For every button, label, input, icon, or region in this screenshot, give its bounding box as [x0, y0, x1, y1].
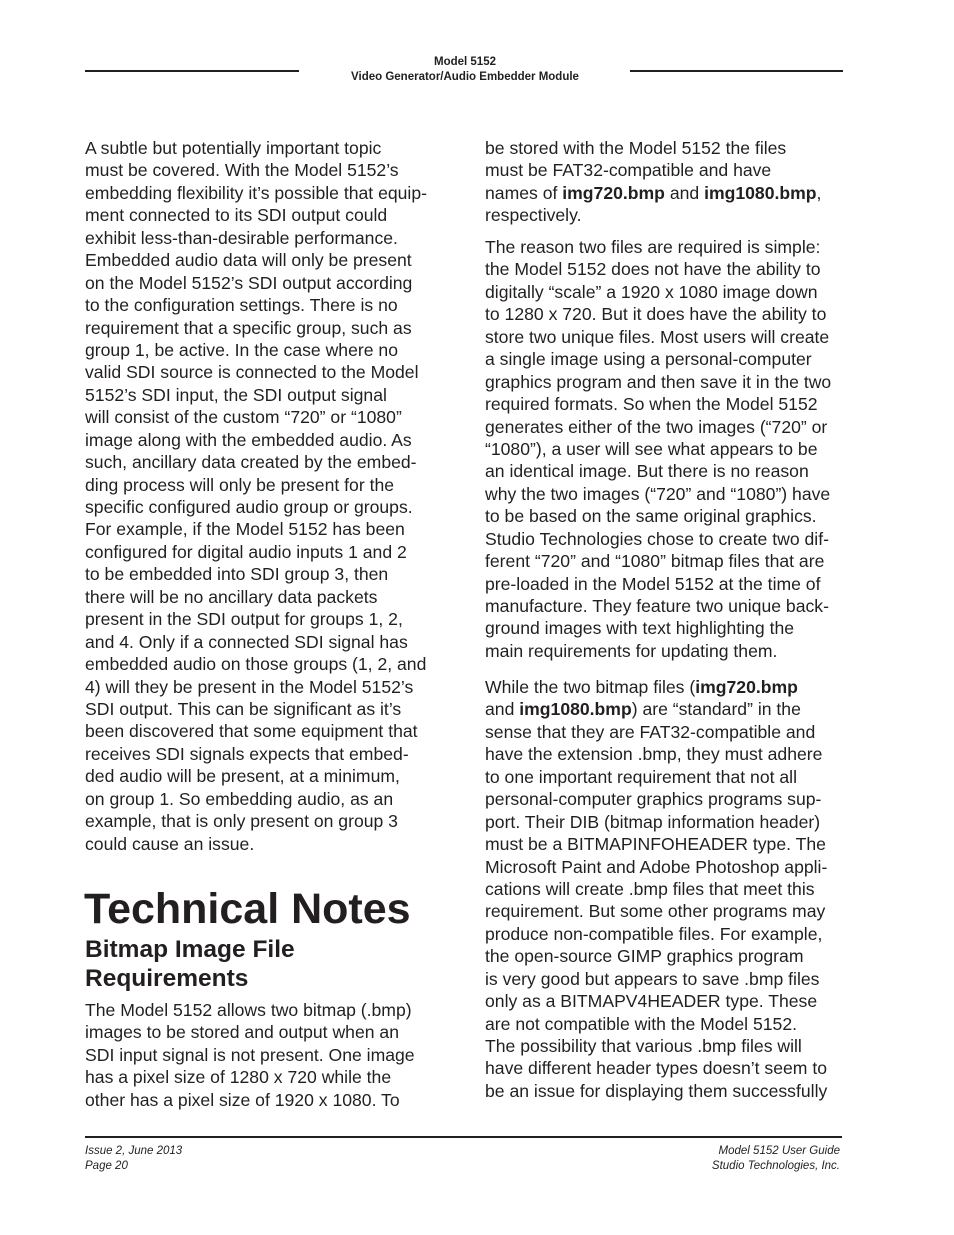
- two-files-paragraph: [485, 236, 831, 662]
- text-line: [85, 541, 427, 563]
- text-line: [485, 137, 821, 159]
- text-line: [485, 348, 831, 370]
- bold-filename: img720.bmp: [695, 677, 798, 697]
- text-run: images to be stored and output when an: [85, 1022, 399, 1043]
- footer-rule: [85, 1136, 842, 1138]
- text-line: [485, 460, 831, 482]
- text-line: [85, 518, 427, 540]
- text-run: “1080”), a user will see what appears to be: [485, 438, 818, 459]
- header-rule-left: [85, 70, 299, 72]
- text-run: A subtle but potentially important topic: [85, 138, 382, 158]
- text-run: must be FAT32-compatible and have: [485, 160, 772, 181]
- text-run: only as a BITMAPV4HEADER type. These: [485, 991, 818, 1012]
- text-run: have different header types doesn’t seem to: [485, 1058, 827, 1079]
- text-line: [85, 182, 427, 204]
- text-run: valid SDI source is connected to the Model: [85, 362, 419, 383]
- text-line: [485, 528, 831, 550]
- text-line: [485, 878, 827, 900]
- header-rule-right: [630, 70, 843, 72]
- text-run: been discovered that some equipment that: [85, 721, 418, 742]
- text-run: sense that they are FAT32-compatible and: [485, 721, 816, 742]
- text-run: For example, if the Model 5152 has been: [85, 519, 405, 540]
- text-run: be stored with the Model 5152 the files: [485, 138, 787, 158]
- text-line: [485, 326, 831, 348]
- text-run: required formats. So when the Model 5152: [485, 394, 818, 415]
- text-line: [485, 833, 827, 855]
- text-run: to 1280 x 720. But it does have the ability to: [485, 304, 827, 325]
- text-line: [85, 406, 427, 428]
- text-run: main requirements for updating them.: [485, 640, 778, 661]
- text-run: 4) will they be present in the Model 5152’s: [85, 676, 414, 697]
- text-run: exhibit less-than-desirable performance.: [85, 227, 398, 248]
- text-run: has a pixel size of 1280 x 720 while the: [85, 1067, 392, 1088]
- text-run: ment connected to its SDI output could: [85, 205, 388, 226]
- text-run: SDI input signal is not present. One image: [85, 1044, 415, 1065]
- text-line: [85, 743, 427, 765]
- text-line: [485, 676, 827, 698]
- text-run: to be based on the same original graphics.: [485, 506, 817, 527]
- text-line: [485, 968, 827, 990]
- text-line: [85, 676, 427, 698]
- text-run: graphics program and then save it in the two: [485, 371, 832, 392]
- text-line: [85, 137, 427, 159]
- text-line: [485, 945, 827, 967]
- subsection-title: [85, 935, 295, 993]
- text-run: embedding flexibility it’s possible that equip-: [85, 182, 427, 203]
- text-run: specific configured audio group or groups.: [85, 497, 413, 517]
- text-line: [85, 608, 427, 630]
- text-line: [85, 586, 427, 608]
- text-line: [85, 159, 427, 181]
- text-run: configured for digital audio inputs 1 and 2: [85, 541, 407, 562]
- text-line: [485, 159, 821, 181]
- text-line: [485, 1080, 827, 1102]
- footer-page-number: Page 20: [85, 1160, 128, 1172]
- text-run: 5152’s SDI input, the SDI output signal: [85, 384, 387, 405]
- bold-filename: img720.bmp: [562, 182, 665, 203]
- text-run: to one important requirement that not all: [485, 766, 797, 787]
- text-line: [485, 595, 831, 617]
- text-run: generates either of the two images (“720” or: [485, 416, 828, 437]
- text-run: ferent “720” and “1080” bitmap files that are: [485, 551, 825, 572]
- text-run: pre-loaded in the Model 5152 at the time of: [485, 573, 821, 594]
- text-line: [485, 393, 831, 415]
- text-line: [85, 788, 427, 810]
- text-run: The Model 5152 allows two bitmap (.bmp): [85, 1000, 412, 1020]
- text-line: [485, 483, 831, 505]
- text-line: [85, 317, 427, 339]
- text-run: why the two images (“720” and “1080”) have: [485, 483, 831, 504]
- text-line: [485, 990, 827, 1012]
- text-line: [85, 496, 427, 518]
- text-line: [85, 272, 427, 294]
- text-run: manufacture. They feature two unique back-: [485, 596, 829, 616]
- text-run: is very good but appears to save .bmp files: [485, 968, 820, 989]
- text-run: and: [664, 182, 705, 203]
- text-run: on the Model 5152’s SDI output according: [85, 272, 413, 293]
- text-line: [85, 249, 427, 271]
- text-run: names of: [485, 182, 563, 203]
- text-line: [485, 371, 831, 393]
- text-run: requirement that a specific group, such as: [85, 317, 412, 338]
- text-run: ding process will only be present for the: [85, 474, 395, 495]
- text-line: [485, 923, 827, 945]
- text-run: produce non-compatible files. For example,: [485, 923, 823, 944]
- footer-company: Studio Technologies, Inc.: [711, 1160, 840, 1172]
- text-run: and: [485, 699, 520, 720]
- text-run: such, ancillary data created by the embed-: [85, 452, 417, 473]
- text-line: [85, 204, 427, 226]
- text-line: [485, 617, 831, 639]
- text-line: [485, 258, 831, 280]
- text-line: [485, 204, 821, 226]
- text-run: an identical image. But there is no reason: [485, 461, 809, 482]
- bold-filename: img1080.bmp: [519, 699, 632, 720]
- text-run: While the two bitmap files (: [485, 677, 696, 697]
- text-line: [485, 303, 831, 325]
- text-line: [485, 505, 831, 527]
- text-line: [485, 550, 831, 572]
- text-run: Embedded audio data will only be present: [85, 250, 412, 271]
- text-line: [85, 833, 427, 855]
- footer-left: [85, 1144, 182, 1174]
- text-run: to be embedded into SDI group 3, then: [85, 564, 389, 585]
- text-line: [85, 474, 427, 496]
- footer-right: [712, 1144, 840, 1174]
- text-line: [85, 361, 427, 383]
- text-line: [485, 1057, 827, 1079]
- header-type-paragraph: [485, 676, 827, 1102]
- text-run: could cause an issue.: [85, 833, 255, 854]
- text-line: [85, 339, 427, 361]
- text-line: [85, 294, 427, 316]
- footer-issue: Issue 2, June 2013: [85, 1145, 183, 1157]
- text-run: embedded audio on those groups (1, 2, and: [85, 654, 427, 675]
- text-line: [485, 698, 827, 720]
- text-line: [485, 416, 831, 438]
- text-run: respectively.: [485, 205, 582, 226]
- text-line: [85, 653, 427, 675]
- text-run: a single image using a personal-computer: [485, 349, 812, 370]
- section-title: Technical Notes: [84, 885, 411, 933]
- file-names-paragraph: [485, 137, 821, 227]
- text-run: port. Their DIB (bitmap information header): [485, 811, 821, 832]
- text-run: must be a BITMAPINFOHEADER type. The: [485, 834, 826, 855]
- text-run: example, that is only present on group 3: [85, 811, 398, 832]
- text-run: the open-source GIMP graphics program: [485, 946, 804, 967]
- running-header: [300, 55, 630, 85]
- text-run: ded audio will be present, at a minimum,: [85, 766, 400, 787]
- text-line: [85, 1044, 415, 1066]
- text-run: personal-computer graphics programs sup-: [485, 789, 822, 810]
- text-run: be an issue for displaying them successfully: [485, 1080, 828, 1101]
- text-run: The reason two files are required is simple:: [485, 237, 821, 257]
- text-line: [85, 227, 427, 249]
- text-line: [485, 236, 831, 258]
- text-run: group 1, be active. In the case where no: [85, 339, 398, 360]
- text-line: [485, 766, 827, 788]
- footer-guide: Model 5152 User Guide: [718, 1145, 840, 1157]
- text-line: [85, 563, 427, 585]
- text-run: Studio Technologies chose to create two dif-: [485, 528, 829, 549]
- text-line: [485, 640, 831, 662]
- text-run: present in the SDI output for groups 1, 2,: [85, 609, 403, 630]
- text-line: [85, 810, 427, 832]
- text-run: receives SDI signals expects that embed-: [85, 743, 409, 764]
- text-run: SDI output. This can be significant as it’s: [85, 698, 402, 719]
- text-run: ) are “standard” in the: [631, 699, 801, 720]
- text-run: Microsoft Paint and Adobe Photoshop appli-: [485, 856, 828, 877]
- text-line: [485, 182, 821, 204]
- text-run: other has a pixel size of 1920 x 1080. To: [85, 1089, 400, 1110]
- text-run: will consist of the custom “720” or “1080”: [85, 407, 402, 428]
- text-line: [485, 438, 831, 460]
- text-line: [85, 720, 427, 742]
- subsection-title-line-2: Requirements: [85, 965, 249, 992]
- text-run: store two unique files. Most users will create: [485, 326, 830, 347]
- text-line: [485, 281, 831, 303]
- text-run: there will be no ancillary data packets: [85, 586, 378, 607]
- text-line: [485, 788, 827, 810]
- text-run: cations will create .bmp files that meet this: [485, 878, 815, 899]
- bitmap-paragraph: [85, 999, 415, 1111]
- text-line: [485, 1013, 827, 1035]
- text-run: requirement. But some other programs may: [485, 901, 826, 922]
- intro-paragraph: [85, 137, 427, 855]
- header-subtitle: Video Generator/Audio Embedder Module: [351, 71, 579, 83]
- bold-filename: img1080.bmp: [704, 182, 817, 203]
- text-line: [85, 631, 427, 653]
- text-run: digitally “scale” a 1920 x 1080 image down: [485, 281, 818, 302]
- text-line: [85, 698, 427, 720]
- text-line: [85, 1021, 415, 1043]
- text-run: the Model 5152 does not have the ability to: [485, 259, 821, 280]
- text-run: ,: [816, 182, 822, 203]
- text-line: [85, 1066, 415, 1088]
- text-line: [485, 1035, 827, 1057]
- text-run: image along with the embedded audio. As: [85, 429, 412, 450]
- text-line: [485, 811, 827, 833]
- text-run: are not compatible with the Model 5152.: [485, 1013, 797, 1034]
- text-run: on group 1. So embedding audio, as an: [85, 788, 394, 809]
- text-line: [485, 743, 827, 765]
- text-line: [85, 1089, 415, 1111]
- text-line: [85, 451, 427, 473]
- text-line: [85, 765, 427, 787]
- text-run: ground images with text highlighting the: [485, 618, 795, 639]
- header-model: Model 5152: [434, 56, 496, 68]
- text-run: The possibility that various .bmp files will: [485, 1036, 802, 1056]
- text-line: [85, 999, 415, 1021]
- text-line: [485, 721, 827, 743]
- text-run: to the configuration settings. There is no: [85, 295, 398, 316]
- text-run: and 4. Only if a connected SDI signal has: [85, 631, 408, 652]
- text-line: [85, 429, 427, 451]
- text-run: must be covered. With the Model 5152’s: [85, 160, 399, 181]
- text-line: [485, 573, 831, 595]
- subsection-title-line-1: Bitmap Image File: [85, 936, 295, 963]
- text-line: [485, 900, 827, 922]
- text-run: have the extension .bmp, they must adhere: [485, 744, 823, 765]
- text-line: [485, 856, 827, 878]
- text-line: [85, 384, 427, 406]
